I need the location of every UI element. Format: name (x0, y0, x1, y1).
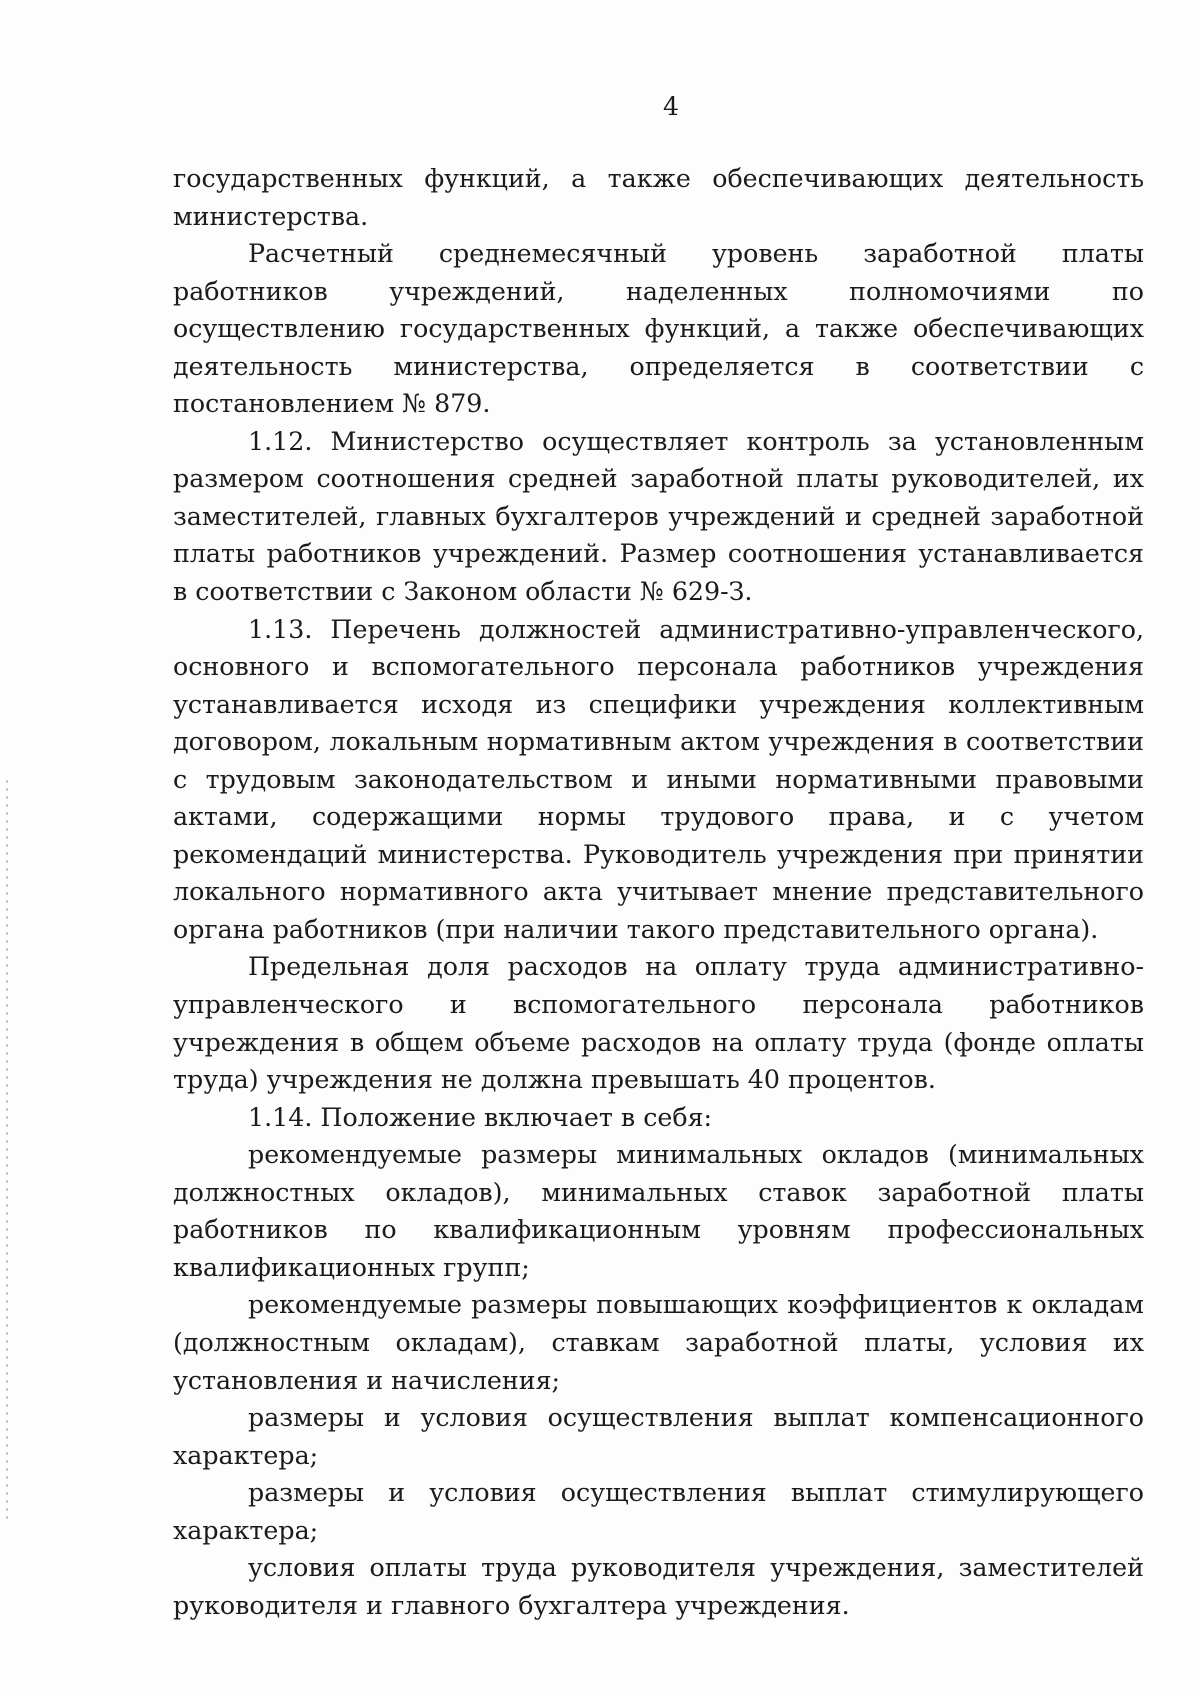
paragraph-continuation: государственных функций, а также обеспечивающих деятельность министерства. (173, 164, 1144, 231)
paragraph-1-13: 1.13. Перечень должностей административно-управленческого, основного и вспомогательного персонала работников учреждения устанавливается исходя из специфики учреждения коллективным договором, локальным нормативным актом учреждения в соответствии с трудовым законодательством и иными нормативными правовыми актами, содержащими нормы трудового права, и с учетом рекомендаций министерства. Руководитель учреждения при принятии локального нормативного акта учитывает мнение представительного органа работников (при наличии такого представительного органа). (173, 614, 1144, 944)
scan-edge-marks (6, 780, 8, 1520)
list-item-management-pay: условия оплаты труда руководителя учреждения, заместителей руководителя и главного бухгалтера учреждения. (173, 1553, 1144, 1620)
paragraph-salary-level: Расчетный среднемесячный уровень заработной платы работников учреждений, наделенных полномочиями по осуществлению государственных функций, а также обеспечивающих деятельность министерства, определяется в соответствии с постановлением № 879. (173, 239, 1144, 419)
paragraph-1-14: 1.14. Положение включает в себя: (248, 1102, 713, 1132)
document-body (173, 160, 1144, 1624)
list-item-coefficients: рекомендуемые размеры повышающих коэффициентов к окладам (должностным окладам), ставкам заработной платы, условия их установления и начисления; (173, 1290, 1144, 1395)
paragraph-expense-share: Предельная доля расходов на оплату труда административно-управленческого и вспомогательного персонала работников учреждения в общем объеме расходов на оплату труда (фонде оплаты труда) учреждения не должна превышать 40 процентов. (173, 952, 1144, 1095)
list-item-incentive: размеры и условия осуществления выплат стимулирующего характера; (173, 1478, 1144, 1545)
list-item-minimal-salaries: рекомендуемые размеры минимальных окладов (минимальных должностных окладов), минимальных ставок заработной платы работников по квалификационным уровням профессиональных квалификационных групп; (173, 1140, 1144, 1282)
paragraph-1-12: 1.12. Министерство осуществляет контроль за установленным размером соотношения средней заработной платы руководителей, их заместителей, главных бухгалтеров учреждений и средней заработной платы работников учреждений. Размер соотношения устанавливается в соответствии с Законом области № 629-З. (173, 426, 1144, 607)
list-item-compensation: размеры и условия осуществления выплат компенсационного характера; (173, 1403, 1144, 1470)
page-number: 4 (663, 92, 679, 121)
